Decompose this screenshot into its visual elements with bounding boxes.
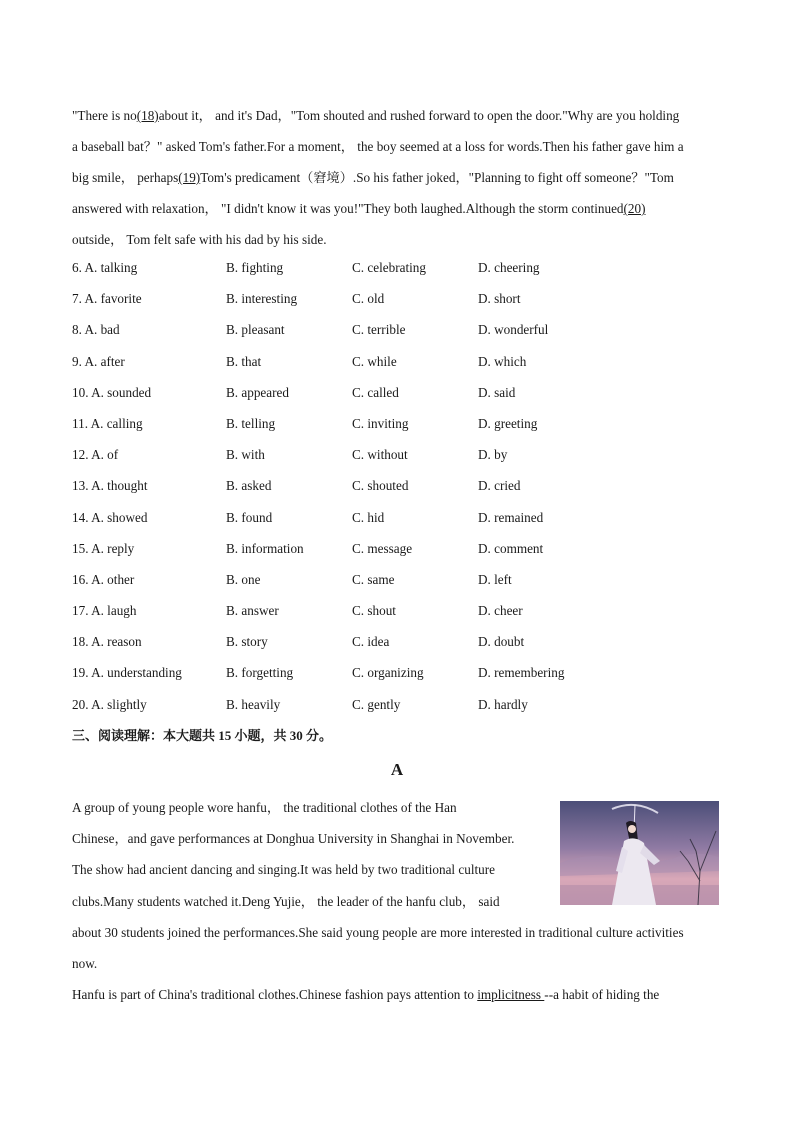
question-number: 19. bbox=[72, 665, 89, 681]
option-b: B. interesting bbox=[226, 291, 298, 307]
question-number: 6. bbox=[72, 260, 82, 275]
question-row bbox=[72, 502, 722, 533]
question-row bbox=[72, 314, 722, 345]
question-row bbox=[72, 626, 722, 657]
question-row bbox=[72, 689, 722, 720]
underlined-word: implicitness bbox=[477, 987, 545, 1003]
option-c: C. old bbox=[352, 291, 385, 307]
blank-20: (20) bbox=[623, 201, 646, 216]
option-c: C. without bbox=[352, 447, 408, 463]
question-number: 20. bbox=[72, 696, 89, 712]
reading-line-5: about 30 students joined the performances.She said young people are more interested in traditional culture activities bbox=[72, 924, 684, 940]
passage-line-2: a baseball bat？" asked Tom's father.For a moment， the boy seemed at a loss for words.Then his father gave him a bbox=[72, 139, 684, 154]
question-row bbox=[72, 564, 722, 595]
option-b: B. one bbox=[226, 571, 261, 587]
option-d: D. hardly bbox=[478, 696, 528, 712]
option-a-label: A. thought bbox=[91, 478, 148, 494]
option-c: C. shouted bbox=[352, 478, 409, 494]
option-a-label: A. bad bbox=[84, 322, 120, 338]
option-a bbox=[72, 657, 226, 688]
option-a bbox=[72, 408, 226, 439]
reading-line-4: clubs.Many students watched it.Deng Yujie， the leader of the hanfu club， said bbox=[72, 893, 500, 909]
question-row bbox=[72, 470, 722, 501]
option-d: D. remembering bbox=[478, 665, 565, 681]
question-number: 17. bbox=[72, 603, 89, 619]
option-a-label: A. understanding bbox=[91, 665, 182, 681]
option-a-label: A. talking bbox=[84, 260, 138, 275]
hanfu-photo bbox=[560, 801, 719, 905]
option-b: B. telling bbox=[226, 415, 276, 431]
question-number: 11. bbox=[72, 415, 88, 431]
option-a-label: A. calling bbox=[90, 415, 143, 431]
question-number: 12. bbox=[72, 447, 89, 463]
question-row bbox=[72, 657, 722, 688]
option-b: B. forgetting bbox=[226, 665, 294, 681]
question-row bbox=[72, 595, 722, 626]
option-a bbox=[72, 626, 226, 657]
option-c: C. terrible bbox=[352, 322, 406, 338]
question-row bbox=[72, 283, 722, 314]
question-number: 18. bbox=[72, 634, 89, 650]
question-number: 10. bbox=[72, 384, 89, 400]
option-b: B. found bbox=[226, 509, 273, 525]
option-c: C. same bbox=[352, 571, 395, 587]
option-a-label: A. reply bbox=[91, 540, 135, 556]
option-b: B. that bbox=[226, 353, 262, 369]
option-d: D. short bbox=[478, 291, 521, 307]
reading-title: A bbox=[390, 760, 404, 779]
passage-line-5: outside， Tom felt safe with his dad by his side. bbox=[72, 232, 327, 247]
option-d: D. said bbox=[478, 384, 516, 400]
option-c: C. gently bbox=[352, 696, 401, 712]
option-a bbox=[72, 283, 226, 314]
option-a-label: A. laugh bbox=[91, 603, 137, 619]
cloze-passage-ending bbox=[72, 100, 722, 255]
option-b: B. heavily bbox=[226, 696, 281, 712]
option-d: D. remained bbox=[478, 509, 544, 525]
option-c: C. message bbox=[352, 540, 413, 556]
option-b: B. fighting bbox=[226, 260, 284, 275]
reading-line-6: now. bbox=[72, 956, 98, 972]
option-a-label: A. after bbox=[84, 353, 125, 369]
option-a bbox=[72, 595, 226, 626]
passage-line-3: big smile， perhaps(19)Tom's predicament（窘境）.So his father joked，"Planning to fight off someone？"Tom bbox=[72, 170, 674, 185]
option-c: C. while bbox=[352, 353, 397, 369]
question-number: 14. bbox=[72, 509, 89, 525]
option-b: B. story bbox=[226, 634, 268, 650]
option-d: D. wonderful bbox=[478, 322, 549, 338]
option-c: C. inviting bbox=[352, 415, 409, 431]
option-d: D. doubt bbox=[478, 634, 525, 650]
option-a-label: A. sounded bbox=[91, 384, 152, 400]
section-heading: 三、阅读理解：本大题共 15 小题，共 30 分。 bbox=[72, 728, 333, 743]
question-number: 16. bbox=[72, 571, 89, 587]
option-a-label: A. showed bbox=[91, 509, 148, 525]
option-c: C. celebrating bbox=[352, 260, 426, 275]
question-row bbox=[72, 377, 722, 408]
option-d: D. which bbox=[478, 353, 527, 369]
passage-line-4: answered with relaxation， "I didn't know it was you!"They both laughed.Although the storm continued(20) bbox=[72, 201, 646, 216]
question-number: 8. bbox=[72, 322, 82, 338]
question-row bbox=[72, 439, 722, 470]
option-a-label: A. slightly bbox=[91, 696, 147, 712]
reading-line-2: Chinese，and gave performances at Donghua University in Shanghai in November. bbox=[72, 831, 515, 847]
option-a-label: A. other bbox=[91, 571, 135, 587]
question-number: 13. bbox=[72, 478, 89, 494]
option-c: C. shout bbox=[352, 603, 396, 619]
option-a bbox=[72, 377, 226, 408]
option-a-label: A. reason bbox=[91, 634, 142, 650]
option-d: D. by bbox=[478, 447, 508, 463]
option-a bbox=[72, 533, 226, 564]
blank-19: (19) bbox=[178, 170, 201, 185]
option-b: B. asked bbox=[226, 478, 272, 494]
question-row bbox=[72, 533, 722, 564]
option-b: B. information bbox=[226, 540, 304, 556]
reading-line-3: The show had ancient dancing and singing.It was held by two traditional culture bbox=[72, 862, 495, 878]
option-c: C. organizing bbox=[352, 665, 424, 681]
option-a bbox=[72, 564, 226, 595]
option-c: C. hid bbox=[352, 509, 385, 525]
option-a bbox=[72, 346, 226, 377]
option-d: D. cheering bbox=[478, 260, 540, 275]
option-b: B. appeared bbox=[226, 384, 289, 400]
option-a bbox=[72, 314, 226, 345]
option-b: B. pleasant bbox=[226, 322, 285, 338]
option-a bbox=[72, 502, 226, 533]
question-number: 15. bbox=[72, 540, 89, 556]
option-b: B. answer bbox=[226, 603, 279, 619]
question-row bbox=[72, 346, 722, 377]
option-a bbox=[72, 470, 226, 501]
question-row bbox=[72, 252, 722, 283]
option-a bbox=[72, 439, 226, 470]
option-d: D. cheer bbox=[478, 603, 523, 619]
option-a bbox=[72, 252, 226, 283]
option-d: D. cried bbox=[478, 478, 521, 494]
option-d: D. comment bbox=[478, 540, 544, 556]
question-number: 9. bbox=[72, 353, 82, 369]
option-a-label: A. of bbox=[91, 447, 119, 463]
option-c: C. idea bbox=[352, 634, 390, 650]
passage-line-1: "There is no(18)about it， and it's Dad，"Tom shouted and rushed forward to open the door."Why are you holding bbox=[72, 108, 680, 123]
option-d: D. left bbox=[478, 571, 512, 587]
option-a-label: A. favorite bbox=[84, 291, 142, 307]
blank-18: (18) bbox=[136, 108, 159, 123]
option-d: D. greeting bbox=[478, 415, 538, 431]
option-b: B. with bbox=[226, 447, 265, 463]
option-c: C. called bbox=[352, 384, 399, 400]
reading-line-1: A group of young people wore hanfu， the traditional clothes of the Han bbox=[72, 800, 457, 815]
option-a bbox=[72, 689, 226, 720]
question-number: 7. bbox=[72, 291, 82, 307]
reading-line-7: Hanfu is part of China's traditional clothes.Chinese fashion pays attention to implicitness --a habit of hiding the bbox=[72, 987, 660, 1003]
answer-options-list bbox=[72, 252, 722, 720]
question-row bbox=[72, 408, 722, 439]
